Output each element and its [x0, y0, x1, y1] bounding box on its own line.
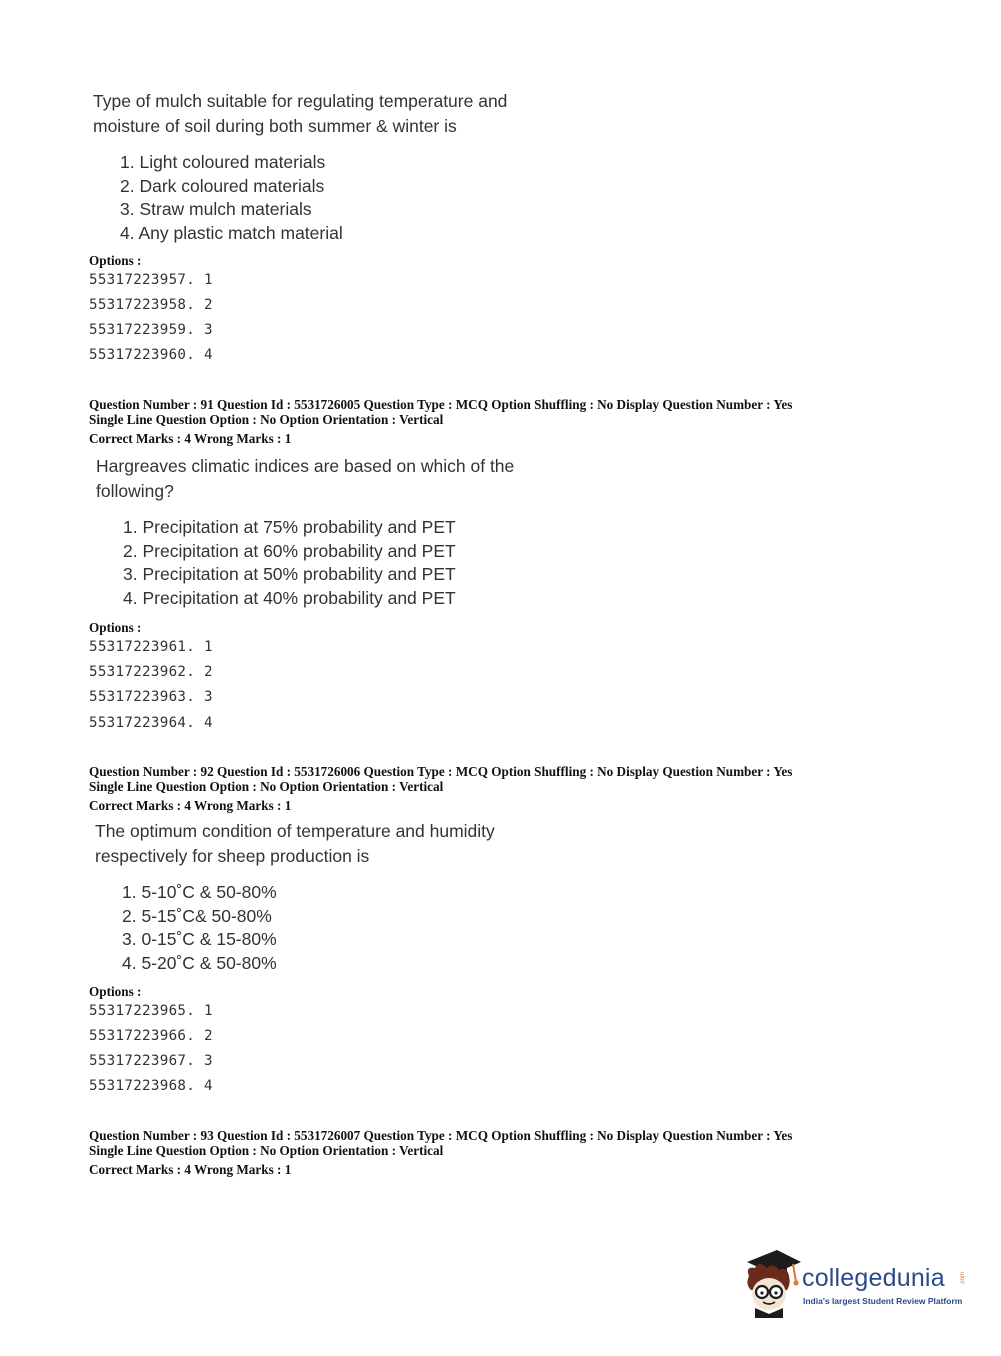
choice-item: 4. 5-20˚C & 50-80%: [122, 952, 277, 973]
choice-item: 2. Dark coloured materials: [120, 175, 325, 196]
options-label: Options :: [89, 984, 142, 999]
stem-line: respectively for sheep production is: [95, 846, 370, 866]
option-id: 55317223957. 1: [89, 272, 213, 288]
option-id: 55317223965. 1: [89, 1003, 213, 1019]
choice-item: 2. Precipitation at 60% probability and PET: [123, 540, 456, 561]
options-label: Options :: [89, 253, 142, 268]
choice-item: 4. Precipitation at 40% probability and PET: [123, 587, 456, 608]
marks-line: Correct Marks : 4 Wrong Marks : 1: [89, 798, 292, 813]
choice-item: 3. Precipitation at 50% probability and PET: [123, 564, 456, 584]
choice-list: [120, 151, 343, 245]
marks-line: Correct Marks : 4 Wrong Marks : 1: [89, 1162, 292, 1177]
choice-item: 1. Precipitation at 75% probability and PET: [123, 517, 456, 537]
question-meta-line: Single Line Question Option : No Option Orientation : Vertical: [89, 1143, 444, 1158]
stem-line: Hargreaves climatic indices are based on which of the: [96, 456, 515, 476]
question-stem: [96, 454, 514, 504]
choice-item: 1. Light coloured materials: [120, 152, 326, 172]
choice-item: 3. 0-15˚C & 15-80%: [122, 929, 277, 949]
choice-list: [123, 516, 456, 610]
option-id: 55317223968. 4: [89, 1078, 213, 1094]
choice-list: [122, 881, 277, 975]
option-id: 55317223966. 2: [89, 1028, 213, 1044]
logo-domain-suffix: .com: [960, 1272, 966, 1286]
option-id: 55317223967. 3: [89, 1053, 213, 1069]
option-id: 55317223960. 4: [89, 347, 213, 363]
mascot-icon: [741, 1248, 803, 1318]
option-id: 55317223961. 1: [89, 639, 213, 655]
choice-item: 2. 5-15˚C& 50-80%: [122, 905, 272, 926]
question-meta-line: Question Number : 93 Question Id : 5531726007 Question Type : MCQ Option Shuffling : No Display Question Number : Yes: [89, 1128, 793, 1143]
stem-line: The optimum condition of temperature and humidity: [95, 821, 495, 841]
question-meta-line: Question Number : 92 Question Id : 5531726006 Question Type : MCQ Option Shuffling : No Display Question Number : Yes: [89, 764, 793, 779]
choice-item: 3. Straw mulch materials: [120, 199, 312, 219]
stem-line: Type of mulch suitable for regulating temperature and: [93, 91, 508, 111]
question-meta-line: Single Line Question Option : No Option Orientation : Vertical: [89, 412, 444, 427]
question-meta-line: Single Line Question Option : No Option Orientation : Vertical: [89, 779, 444, 794]
choice-item: 4. Any plastic match material: [120, 222, 343, 243]
stem-line: moisture of soil during both summer & winter is: [93, 116, 457, 136]
option-id: 55317223964. 4: [89, 715, 213, 731]
option-id: 55317223958. 2: [89, 297, 213, 313]
option-id: 55317223959. 3: [89, 322, 213, 338]
stem-line: following?: [96, 481, 174, 501]
collegedunia-logo[interactable]: [741, 1248, 971, 1320]
question-meta-line: Question Number : 91 Question Id : 5531726005 Question Type : MCQ Option Shuffling : No Display Question Number : Yes: [89, 397, 793, 412]
option-id: 55317223963. 3: [89, 689, 213, 705]
logo-tagline: India's largest Student Review Platform: [803, 1296, 963, 1306]
marks-line: Correct Marks : 4 Wrong Marks : 1: [89, 431, 292, 446]
logo-wordmark: collegedunia: [802, 1264, 945, 1292]
options-label: Options :: [89, 620, 142, 635]
choice-item: 1. 5-10˚C & 50-80%: [122, 882, 277, 902]
option-id: 55317223962. 2: [89, 664, 213, 680]
question-stem: [95, 819, 495, 869]
question-stem: [93, 89, 507, 139]
